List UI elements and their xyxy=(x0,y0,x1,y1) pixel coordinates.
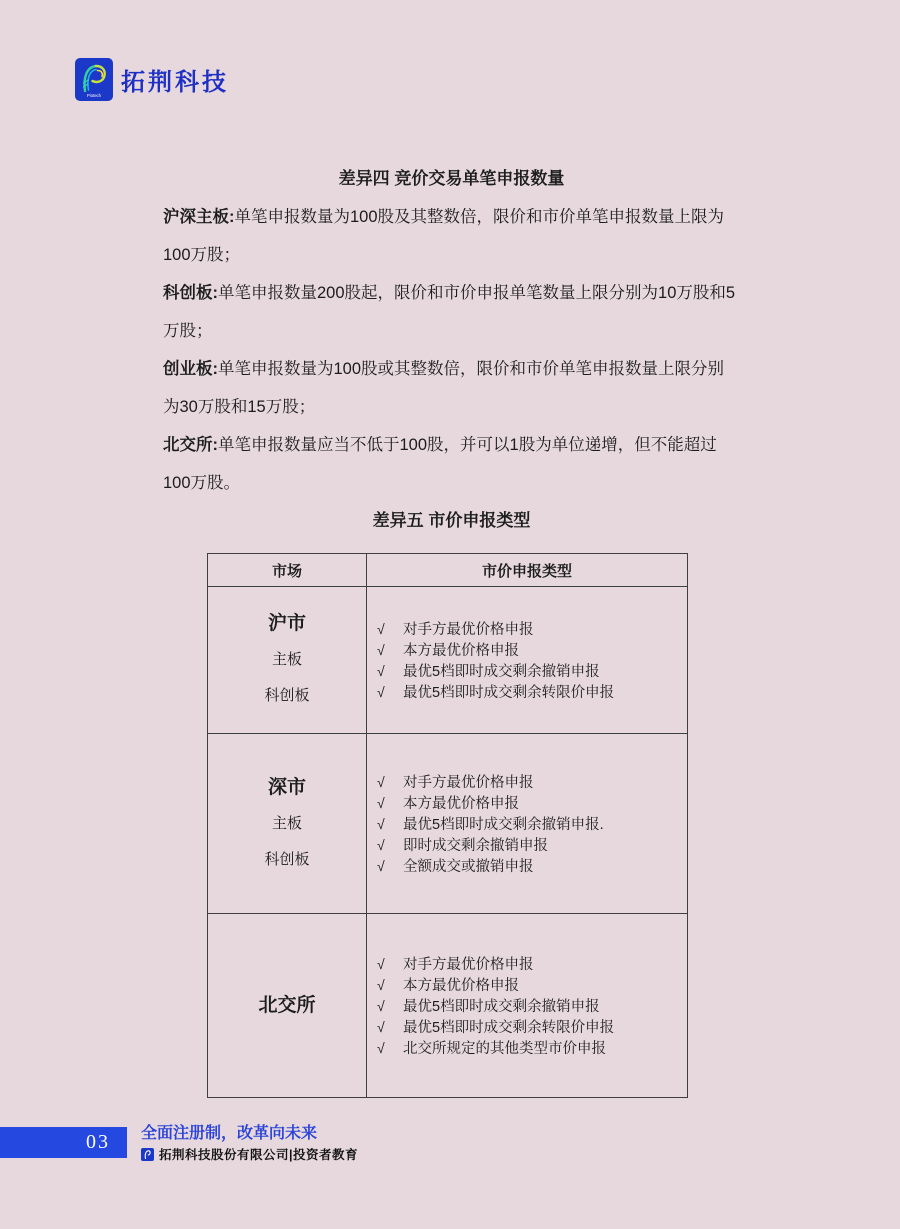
market-cell-shanghai xyxy=(208,587,367,734)
check-mark: √ xyxy=(377,815,385,832)
check-mark: √ xyxy=(377,773,385,790)
table-row-shanghai xyxy=(208,587,688,734)
section-2-title: 差异五 市价申报类型 xyxy=(372,511,531,530)
order-type-item xyxy=(377,834,687,855)
market-cell-shenzhen xyxy=(208,734,367,914)
check-mark: √ xyxy=(377,620,385,637)
order-type-item xyxy=(377,1037,687,1058)
order-type-label: 最优5档即时成交剩余转限价申报 xyxy=(403,685,615,701)
check-mark: √ xyxy=(377,997,385,1014)
order-type-item xyxy=(377,660,687,681)
order-type-label: 本方最优价格申报 xyxy=(403,796,519,812)
footer-company-text: 拓荆科技股份有限公司|投资者教育 xyxy=(159,1148,358,1162)
order-type-label: 最优5档即时成交剩余撤销申报 xyxy=(403,999,600,1015)
table-row-shenzhen xyxy=(208,734,688,914)
market-cell-bse xyxy=(208,914,367,1098)
market-sub: 主板 xyxy=(271,651,302,668)
order-type-label: 最优5档即时成交剩余转限价申报 xyxy=(403,1020,615,1036)
order-type-label: 对手方最优价格申报 xyxy=(403,775,534,791)
order-type-label: 全额成交或撤销申报 xyxy=(403,859,534,875)
order-type-label: 对手方最优价格申报 xyxy=(403,622,534,638)
check-mark: √ xyxy=(377,857,385,874)
paragraph-text: 单笔申报数量为100股及其整数倍，限价和市价单笔申报数量上限为100万股； xyxy=(163,208,725,264)
company-logo xyxy=(75,58,229,101)
paragraph-bse xyxy=(163,426,740,502)
check-mark: √ xyxy=(377,955,385,972)
logo-wordmark: 拓荆科技 xyxy=(121,69,229,96)
market-name: 深市 xyxy=(267,776,306,798)
check-mark: √ xyxy=(377,836,385,853)
order-type-label: 即时成交剩余撤销申报 xyxy=(403,838,548,854)
logo-subtext: Piotech xyxy=(87,93,101,98)
market-order-type-table xyxy=(207,553,688,1098)
table-header-type: 市价申报类型 xyxy=(367,554,688,587)
market-sub: 科创板 xyxy=(264,850,310,868)
market-name: 沪市 xyxy=(267,613,306,634)
order-type-item xyxy=(377,995,687,1016)
order-type-item xyxy=(377,681,687,702)
page-number: 03 xyxy=(86,1131,110,1153)
table-row-bse xyxy=(208,914,688,1098)
order-type-label: 本方最优价格申报 xyxy=(403,643,519,659)
order-type-label: 本方最优价格申报 xyxy=(403,978,519,994)
market-sub: 科创板 xyxy=(264,687,310,704)
order-type-item xyxy=(377,974,687,995)
section-1 xyxy=(163,160,740,502)
check-mark: √ xyxy=(377,641,385,658)
order-type-label: 对手方最优价格申报 xyxy=(403,957,534,973)
types-cell-bse xyxy=(367,914,688,1098)
footer-slogan: 全面注册制，改革向未来 xyxy=(141,1125,318,1142)
market-sub: 主板 xyxy=(271,814,302,832)
piotech-mini-logo-icon xyxy=(141,1148,154,1161)
piotech-logo-icon xyxy=(75,58,113,101)
paragraph-lead: 沪深主板: xyxy=(163,208,235,226)
order-type-item xyxy=(377,1016,687,1037)
paragraph-star-market xyxy=(163,274,740,350)
table-header-row xyxy=(208,554,688,587)
page-number-bar xyxy=(0,1127,127,1158)
order-type-item xyxy=(377,771,687,792)
paragraph-text: 单笔申报数量200股起，限价和市价申报单笔数量上限分别为10万股和5万股； xyxy=(163,284,736,340)
types-cell-shanghai xyxy=(367,587,688,734)
check-mark: √ xyxy=(377,683,385,700)
paragraph-lead: 创业板: xyxy=(163,360,218,378)
section-1-title: 差异四 竞价交易单笔申报数量 xyxy=(338,169,565,188)
check-mark: √ xyxy=(377,662,385,679)
check-mark: √ xyxy=(377,976,385,993)
paragraph-text: 单笔申报数量为100股或其整数倍，限价和市价单笔申报数量上限分别为30万股和15万股； xyxy=(163,360,725,416)
order-type-item xyxy=(377,639,687,660)
paragraph-lead: 北交所: xyxy=(163,436,218,454)
footer-company-line xyxy=(141,1145,358,1163)
table-header-market: 市场 xyxy=(208,554,367,587)
order-type-item xyxy=(377,855,687,876)
order-type-item xyxy=(377,618,687,639)
paragraph-lead: 科创板: xyxy=(163,284,218,302)
order-type-item xyxy=(377,953,687,974)
order-type-item xyxy=(377,792,687,813)
paragraph-text: 单笔申报数量应当不低于100股，并可以1股为单位递增，但不能超过100万股。 xyxy=(163,436,717,492)
order-type-item xyxy=(377,813,687,834)
check-mark: √ xyxy=(377,1039,385,1056)
market-name: 北交所 xyxy=(258,994,316,1016)
check-mark: √ xyxy=(377,794,385,811)
types-cell-shenzhen xyxy=(367,734,688,914)
order-type-label: 最优5档即时成交剩余撤销申报. xyxy=(403,817,604,833)
order-type-label: 北交所规定的其他类型市价申报 xyxy=(403,1041,606,1057)
check-mark: √ xyxy=(377,1018,385,1035)
order-type-label: 最优5档即时成交剩余撤销申报 xyxy=(403,664,600,680)
paragraph-chinext xyxy=(163,350,740,426)
paragraph-hushen-mainboard xyxy=(163,198,740,274)
